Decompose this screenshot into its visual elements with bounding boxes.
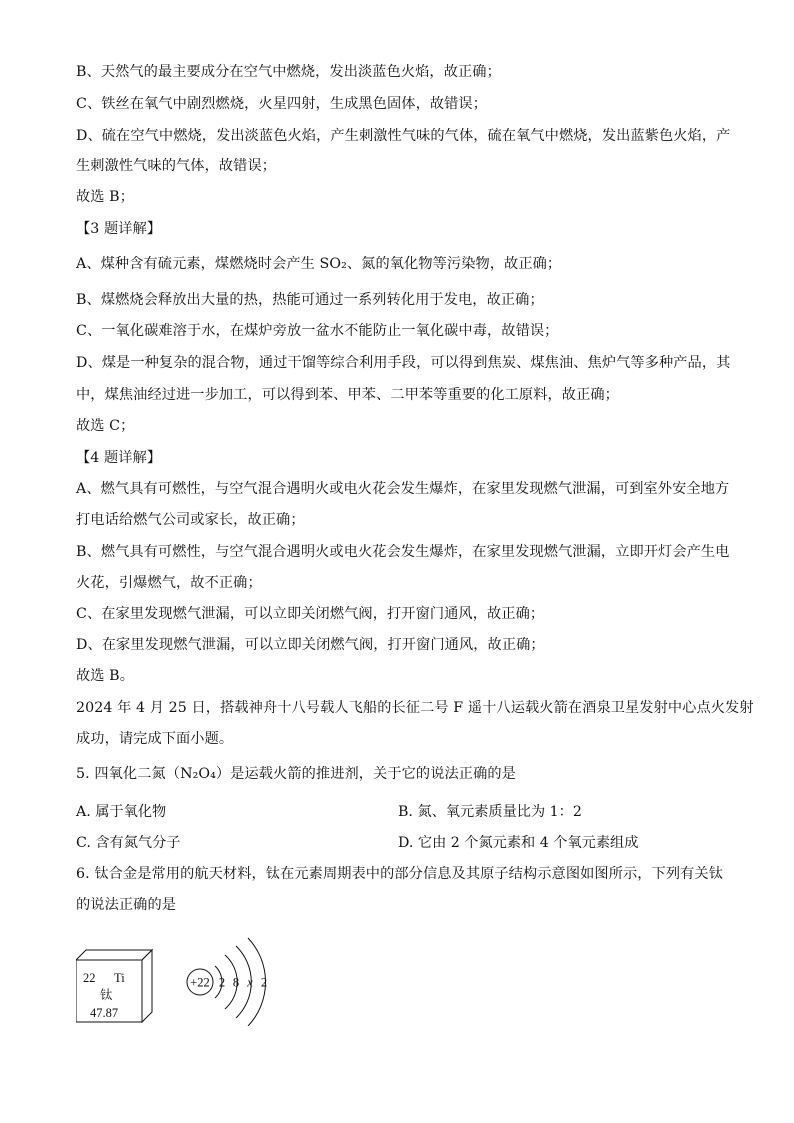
section-heading: 【4 题详解】 [76, 450, 162, 466]
section-heading: 【3 题详解】 [76, 221, 162, 237]
question-6-stem: 6. 钛合金是常用的航天材料，钛在元素周期表中的部分信息及其原子结构示意图如图所示，下列有关钛 [76, 866, 723, 882]
shell-electrons-1: 2 [218, 975, 226, 990]
q5-option-d: D. 它由 2 个氮元素和 4 个氧元素组成 [398, 835, 639, 851]
shell-electrons-4: 2 [260, 975, 268, 990]
question-6-stem: 的说法正确的是 [76, 897, 177, 913]
text-line: D、煤是一种复杂的混合物，通过干馏等综合利用手段，可以得到焦炭、煤焦油、焦炉气等多种产品，其 [76, 355, 731, 371]
element-name: 钛 [100, 988, 113, 1002]
text-line: C、在家里发现燃气泄漏，可以立即关闭燃气阀，打开窗门通风，故正确； [76, 606, 545, 622]
text-line: D、硫在空气中燃烧，发出淡蓝色火焰，产生刺激性气味的气体，硫在氧气中燃烧，发出蓝紫色火焰，产 [76, 128, 731, 144]
atomic-number: 22 [83, 971, 96, 985]
text-line: 2024 年 4 月 25 日，搭载神舟十八号载人飞船的长征二号 F 遥十八运载火箭在酒泉卫星发射中心点火发射 [76, 700, 754, 716]
text-line: A、燃气具有可燃性，与空气混合遇明火或电火花会发生爆炸，在家里发现燃气泄漏，可到室外安全地方 [76, 481, 730, 497]
atomic-structure-diagram [187, 938, 267, 1026]
text-line: A、煤种含有硫元素，煤燃烧时会产生 SO₂、氮的氧化物等污染物，故正确； [76, 256, 562, 272]
question-5-stem: 5. 四氧化二氮（N₂O₄）是运载火箭的推进剂，关于它的说法正确的是 [76, 766, 516, 782]
text-line: B、煤燃烧会释放出大量的热，热能可通过一系列转化用于发电，故正确； [76, 292, 544, 308]
text-line: 中，煤焦油经过进一步加工，可以得到苯、甲苯、二甲苯等重要的化工原料，故正确； [76, 387, 619, 403]
text-line: 成功，请完成下面小题。 [76, 731, 234, 747]
q5-option-c: C. 含有氮气分子 [76, 835, 181, 851]
text-line: 故选 B； [76, 189, 134, 205]
shell-electrons-2: 8 [232, 975, 240, 990]
element-symbol: Ti [114, 971, 125, 985]
text-line: B、燃气具有可燃性，与空气混合遇明火或电火花会发生爆炸，在家里发现燃气泄漏，立即开灯会产生电 [76, 544, 730, 560]
text-line: 故选 B。 [76, 668, 134, 684]
text-line: C、铁丝在氧气中剧烈燃烧，火星四射，生成黑色固体，故错误； [76, 96, 488, 112]
q5-option-b: B. 氮、氧元素质量比为 1：2 [398, 804, 582, 820]
titanium-figure [76, 926, 296, 1026]
text-line: B、天然气的最主要成分在空气中燃烧，发出淡蓝色火焰，故正确； [76, 64, 501, 80]
shell-electrons-3: x [247, 975, 253, 990]
nucleus-charge: +22 [190, 975, 210, 990]
text-line: 生刺激性气味的气体，故错误； [76, 158, 277, 174]
atomic-mass: 47.87 [90, 1006, 119, 1020]
text-line: 故选 C； [76, 418, 135, 434]
text-line: 打电话给燃气公司或家长，故正确； [76, 512, 305, 528]
periodic-table-cell [76, 950, 152, 1022]
text-line: D、在家里发现燃气泄漏，可以立即关闭燃气阀，打开窗门通风，故正确； [76, 637, 545, 653]
text-line: 火花，引爆燃气，故不正确； [76, 575, 262, 591]
text-line: C、一氧化碳难溶于水，在煤炉旁放一盆水不能防止一氧化碳中毒，故错误； [76, 323, 559, 339]
q5-option-a: A. 属于氧化物 [76, 804, 167, 820]
